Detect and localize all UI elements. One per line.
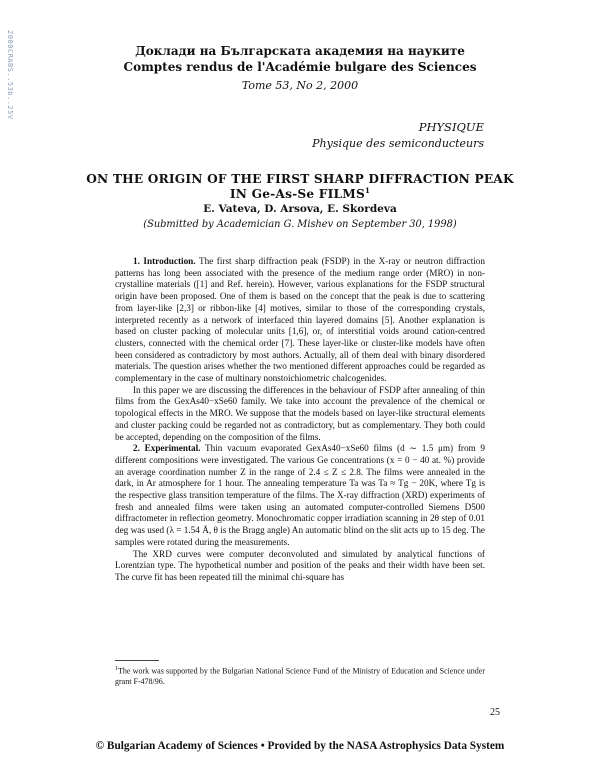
footnote-rule xyxy=(115,660,159,661)
journal-title-bulgarian: Доклади на Българската академия на науките xyxy=(135,44,465,58)
article-body xyxy=(115,256,485,584)
page-number: 25 xyxy=(490,707,500,718)
copyright-footer: © Bulgarian Academy of Sciences • Provided by the NASA Astrophysics Data System xyxy=(95,740,505,752)
journal-title-french: Comptes rendus de l'Académie bulgare des Sciences xyxy=(123,60,477,74)
article-title-line1: ON THE ORIGIN OF THE FIRST SHARP DIFFRACTION PEAK xyxy=(86,172,514,186)
experimental-heading: 2. Experimental. xyxy=(133,443,201,454)
section-subsection: Physique des semiconducteurs xyxy=(312,137,484,150)
section-name: PHYSIQUE xyxy=(418,120,484,134)
footnote-text: The work was supported by the Bulgarian National Science Fund of the Ministry of Education and Science under grant F-478/96. xyxy=(115,666,485,686)
title-footnote-mark: 1 xyxy=(365,186,371,195)
experimental-text: Thin vacuum evaporated GexAs40−xSe60 films (d ∼ 1.5 μm) from 9 different compositions were investigated. The various Ge concentrations (x = 0 − 40 at. %) provide an average coordination number Z in the range of 2.4 ≤ Z ≤ 2.8. The films were annealed in the dark, in Ar atmosphere for 1 hour. The annealing temperature Ta was Ta ≈ Tg − 20K, where Tg is the respective glass transition temperature of the films. The X-ray diffraction (XRD) experiments of fresh and annealed films were taken using an automated computer-controlled Siemens D500 diffractometer in reflection geometry. Monochromatic copper irradiation scanning in 2θ step of 0.01 deg was used (λ = 1.54 Å, θ is the Bragg angle) An automatic blind on the slit acts up to 15 deg. The samples were rotated during the measurements. xyxy=(115,443,485,547)
article-title-line2: IN Ge-As-Se FILMS$^1$ xyxy=(229,186,371,202)
ads-bibcode: 2000CRABS..53b..25V xyxy=(6,30,14,120)
intro-paragraph xyxy=(115,256,485,385)
experimental-paragraph xyxy=(115,443,485,548)
footnote xyxy=(115,664,485,687)
submission-note: (Submitted by Academician G. Mishev on September 30, 1998) xyxy=(143,219,457,230)
article-authors: E. Vateva, D. Arsova, E. Skordeva xyxy=(203,203,397,215)
journal-issue: Tome 53, No 2, 2000 xyxy=(241,79,359,92)
paragraph-2: In this paper we are discussing the differences in the behaviour of FSDP after annealing of thin films from the GexAs40−xSe60 family. We take into account the prevalence of the chemical or topological effects in the MRO. We suppose that the models based on layer-like structural elements and cluster packing could be regarded not as contradictory, but as complementary. They both could be accepted, depending on the composition of the films. xyxy=(115,384,485,442)
footnote-mark: 1 xyxy=(115,666,118,672)
paragraph-4: The XRD curves were computer deconvoluted and simulated by analytical functions of Lorentzian type. The hypothetical number and position of the peaks and their width have been set. The curve fit has been repeated till the minimal chi-square has xyxy=(115,548,485,582)
intro-heading: 1. Introduction. xyxy=(133,256,196,266)
intro-text: The first sharp diffraction peak (FSDP) in the X-ray or neutron diffraction patterns has long been associated with the presence of the medium range order (MRO) in non-crystalline materials ([1] and Ref. herein). However, various explanations for the FSDP structural origin have been proposed. One of them is based on the concept that the peak is due to scattering from layer-like [2,3] or ribbon-like [4] motives, similar to those of the corresponding crystals, interpreted recently as a network of interfaced thin layered domains [5]. Another explanation is based on cluster packing of molecular units [1,6], or, of interstitial voids around cation-centred clusters, connected with the chemical order [7]. These layer-like or cluster-like models have often been considered as contradictory by most authors. Actually, all of them deal with binary disordered materials. The question arises whether the two mentioned different approaches could be regarded as complementary in the case of multinary nonstoichiometric chalcogenides. xyxy=(115,256,485,384)
